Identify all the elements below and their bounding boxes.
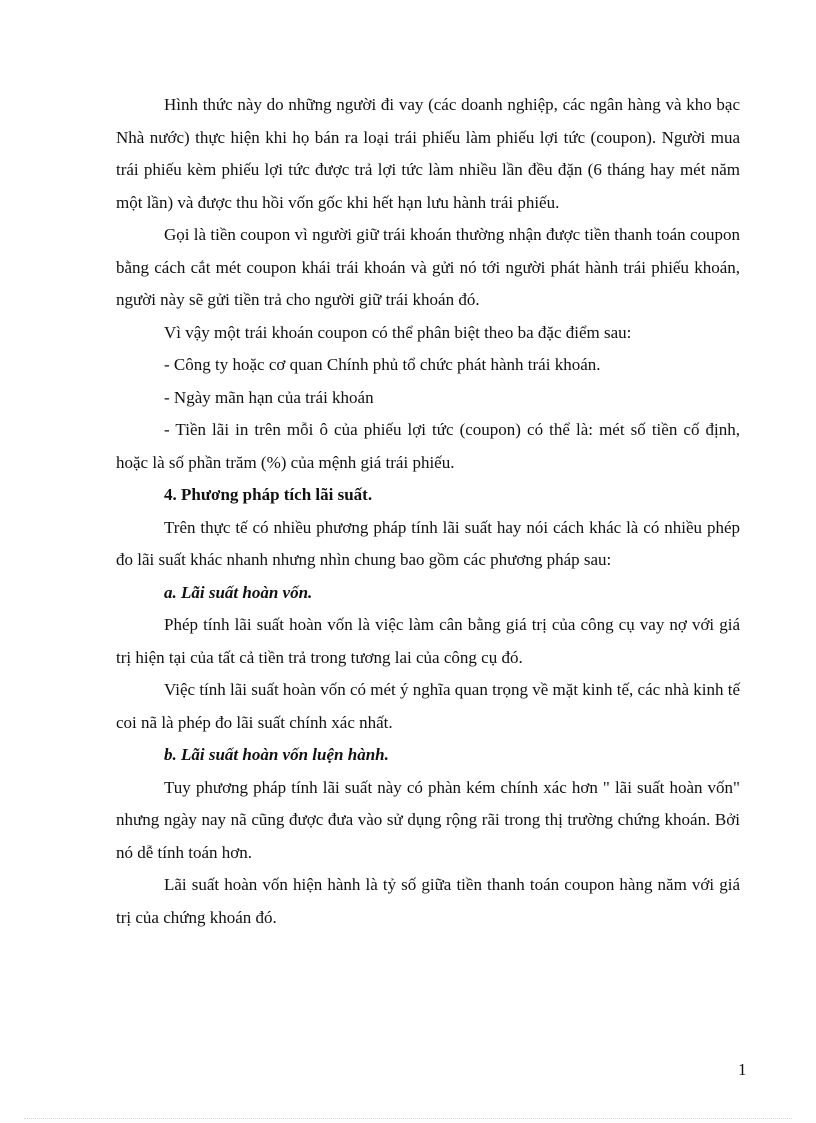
page-number: 1	[738, 1060, 747, 1079]
list-item: - Tiền lãi in trên mỗi ô của phiếu lợi tức (coupon) có thể là: mét số tiền cố định, hoặc là số phần trăm (%) của mệnh giá trái phiếu.	[116, 420, 740, 472]
document-page	[116, 89, 740, 934]
body-paragraph: Hình thức này do những người đi vay (các doanh nghiệp, các ngân hàng và kho bạc Nhà nước) thực hiện khi họ bán ra loại trái phiếu làm phiếu lợi tức (coupon). Người mua trái phiếu kèm phiếu lợi tức được trả lợi tức làm nhiều lần đều đặn (6 tháng hay mét năm một lần) và được thu hồi vốn gốc khi hết hạn lưu hành trái phiếu.	[116, 95, 740, 212]
body-paragraph: Vì vậy một trái khoán coupon có thể phân biệt theo ba đặc điểm sau:	[164, 322, 632, 342]
footer-divider	[24, 1118, 792, 1119]
body-paragraph: Phép tính lãi suất hoàn vốn là việc làm cân bằng giá trị của công cụ vay nợ với giá trị hiện tại của tất cả tiền trả trong tương lai của công cụ đó.	[116, 615, 740, 667]
body-paragraph: Tuy phương pháp tính lãi suất này có phàn kém chính xác hơn " lãi suất hoàn vốn" nhưng ngày nay nã cũng được đưa vào sử dụng rộng rãi trong thị trường chứng khoán. Bởi nó dễ tính toán hơn.	[116, 777, 740, 862]
body-paragraph: Gọi là tiền coupon vì người giữ trái khoán thường nhận được tiền thanh toán coupon bằng cách cắt mét coupon khái trái khoán và gửi nó tới người phát hành trái phiếu khoán, người này sẽ gửi tiền trả cho người giữ trái khoán đó.	[116, 225, 740, 309]
list-item: - Công ty hoặc cơ quan Chính phủ tổ chức phát hành trái khoán.	[164, 355, 601, 374]
body-paragraph: Lãi suất hoàn vốn hiện hành là tỷ số giữa tiền thanh toán coupon hàng năm với giá trị của chứng khoán đó.	[116, 875, 740, 927]
body-paragraph: Trên thực tế có nhiều phương pháp tính lãi suất hay nói cách khác là có nhiều phép đo lãi suất khác nhanh nhưng nhìn chung bao gồm các phương pháp sau:	[116, 517, 740, 569]
body-paragraph: Việc tính lãi suất hoàn vốn có mét ý nghĩa quan trọng về mặt kinh tế, các nhà kinh tế coi nã là phép đo lãi suất chính xác nhất.	[116, 680, 740, 732]
subsection-heading: a. Lãi suất hoàn vốn.	[164, 582, 313, 602]
subsection-heading: b. Lãi suất hoàn vốn luện hành.	[164, 745, 389, 764]
list-item: - Ngày mãn hạn của trái khoán	[164, 387, 374, 407]
section-heading: 4. Phương pháp tích lãi suất.	[164, 485, 373, 504]
